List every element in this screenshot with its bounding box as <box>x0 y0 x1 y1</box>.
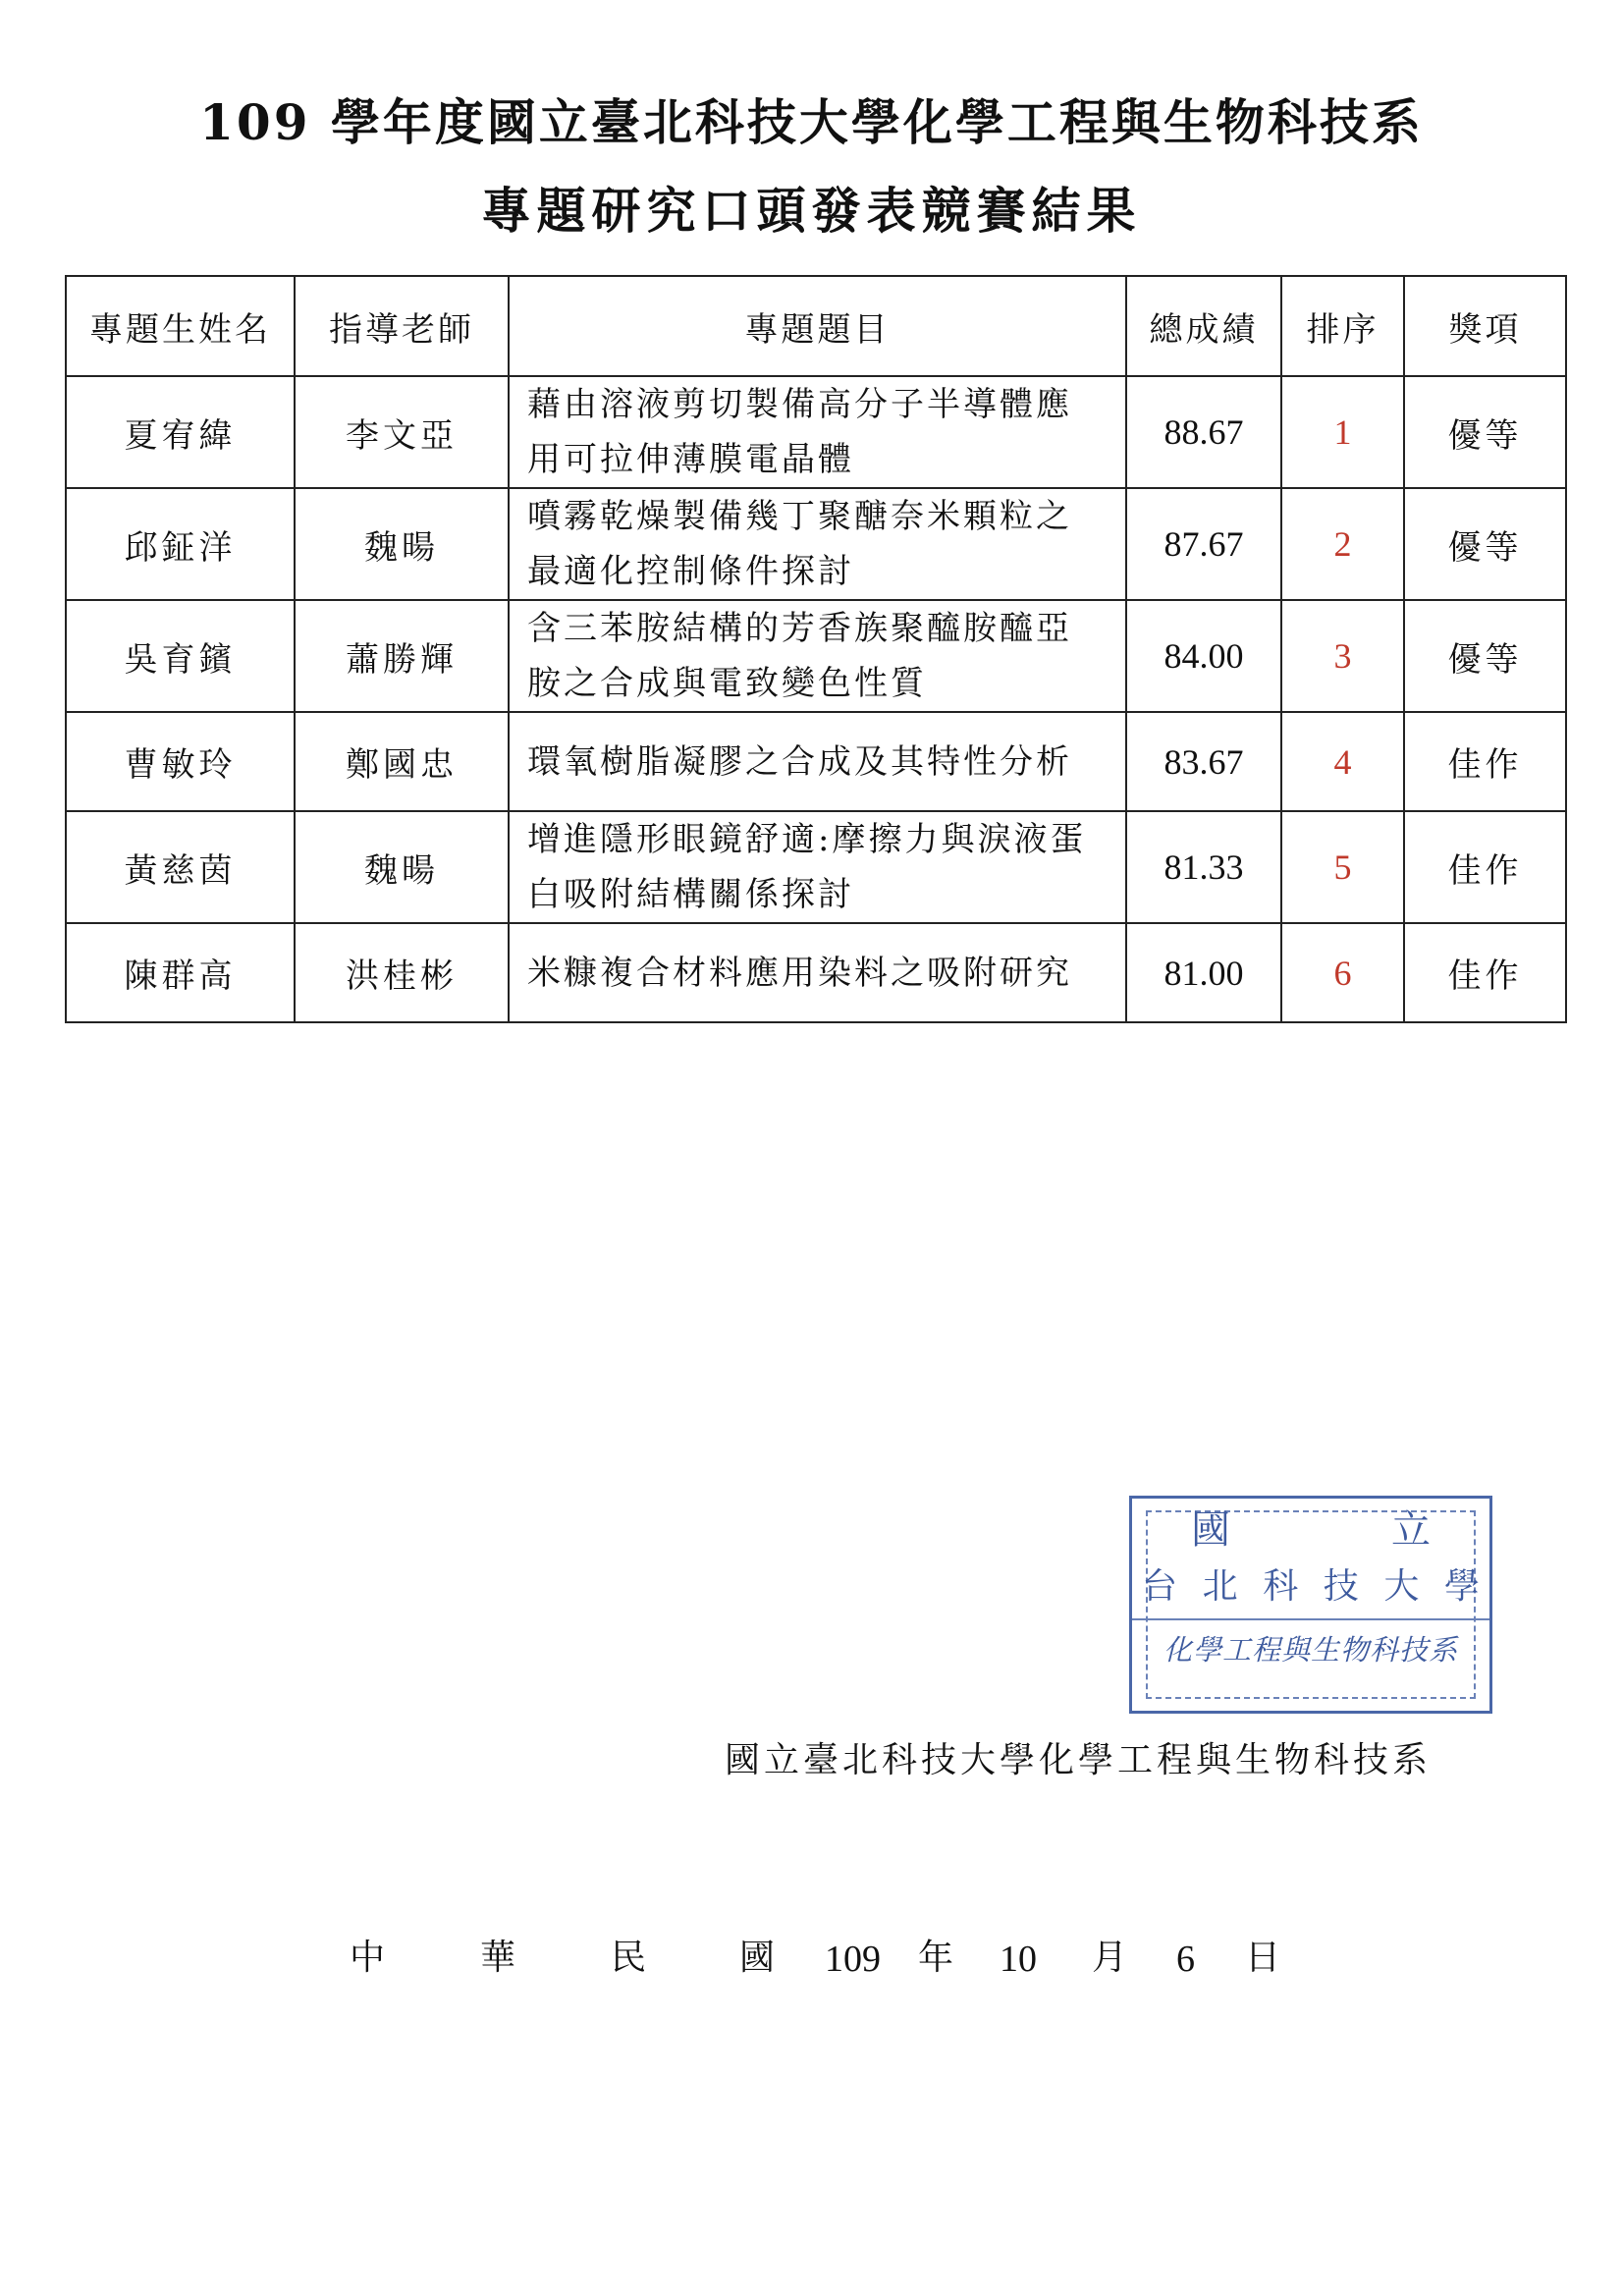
award: 優等 <box>1404 488 1566 600</box>
total-score: 84.00 <box>1126 600 1281 712</box>
table-row <box>66 488 1566 600</box>
date-day-unit: 日 <box>1245 1938 1281 1978</box>
award: 優等 <box>1404 600 1566 712</box>
rank: 6 <box>1281 923 1404 1022</box>
header-topic: 專題題目 <box>509 276 1126 376</box>
seal-char: 立 <box>1391 1507 1431 1553</box>
student-name: 曹敏玲 <box>66 712 295 811</box>
student-name: 夏宥緯 <box>66 376 295 488</box>
table-row <box>66 811 1566 923</box>
table-row <box>66 376 1566 488</box>
topic-line: 用可拉伸薄膜電晶體 <box>527 440 854 479</box>
topic-line: 胺之合成與電致變色性質 <box>527 664 927 703</box>
date-char: 華 <box>480 1938 516 1978</box>
rank: 4 <box>1281 712 1404 811</box>
total-score: 81.00 <box>1126 923 1281 1022</box>
date-year-unit: 年 <box>918 1938 954 1978</box>
date-month: 10 <box>1000 1939 1037 1980</box>
table-row <box>66 923 1566 1022</box>
rank: 5 <box>1281 811 1404 923</box>
topic-title <box>509 923 1126 1022</box>
header-award: 獎項 <box>1404 276 1566 376</box>
topic-line: 最適化控制條件探討 <box>527 552 854 591</box>
table-row <box>66 600 1566 712</box>
award: 優等 <box>1404 376 1566 488</box>
results-table <box>65 275 1567 1023</box>
seal-char: 北 <box>1202 1566 1238 1607</box>
seal-row-2 <box>1142 1566 1480 1607</box>
date-year: 109 <box>825 1939 881 1980</box>
topic-line: 米糠複合材料應用染料之吸附研究 <box>527 953 1072 993</box>
student-name: 黃慈茵 <box>66 811 295 923</box>
total-score: 88.67 <box>1126 376 1281 488</box>
topic-line: 增進隱形眼鏡舒適:摩擦力與淚液蛋 <box>527 820 1087 859</box>
topic-title <box>509 488 1126 600</box>
topic-title <box>509 811 1126 923</box>
student-name: 吳育鑌 <box>66 600 295 712</box>
seal-char: 台 <box>1142 1566 1178 1607</box>
date-day: 6 <box>1176 1939 1195 1980</box>
page-title-line2: 專題研究口頭發表競賽結果 <box>481 182 1142 240</box>
total-score: 81.33 <box>1126 811 1281 923</box>
header-rank: 排序 <box>1281 276 1404 376</box>
header-score: 總成績 <box>1126 276 1281 376</box>
award: 佳作 <box>1404 811 1566 923</box>
topic-line: 環氧樹脂凝膠之合成及其特性分析 <box>527 741 1072 782</box>
award: 佳作 <box>1404 923 1566 1022</box>
topic-line: 藉由溶液剪切製備高分子半導體應 <box>527 385 1072 424</box>
rank: 1 <box>1281 376 1404 488</box>
advisor-name: 洪桂彬 <box>295 923 509 1022</box>
student-name: 邱鉦洋 <box>66 488 295 600</box>
date-char: 中 <box>350 1938 386 1978</box>
seal-row-1 <box>1191 1507 1431 1553</box>
total-score: 87.67 <box>1126 488 1281 600</box>
seal-char: 大 <box>1383 1566 1420 1607</box>
student-name: 陳群高 <box>66 923 295 1022</box>
page-title-line1: 109 學年度國立臺北科技大學化學工程與生物科技系 <box>199 93 1424 151</box>
seal-char: 科 <box>1263 1566 1299 1607</box>
topic-line: 含三苯胺結構的芳香族聚醯胺醯亞 <box>527 609 1072 648</box>
topic-line: 白吸附結構關係探討 <box>527 875 854 914</box>
rank: 2 <box>1281 488 1404 600</box>
date-char: 民 <box>611 1938 647 1978</box>
seal-char: 學 <box>1443 1566 1480 1607</box>
total-score: 83.67 <box>1126 712 1281 811</box>
date-month-unit: 月 <box>1092 1938 1128 1978</box>
seal-row-3: 化學工程與生物科技系 <box>1163 1633 1458 1667</box>
advisor-name: 鄭國忠 <box>295 712 509 811</box>
date-char: 國 <box>739 1938 776 1978</box>
seal-divider <box>1132 1618 1489 1620</box>
rank: 3 <box>1281 600 1404 712</box>
advisor-name: 李文亞 <box>295 376 509 488</box>
advisor-name: 魏暘 <box>295 811 509 923</box>
topic-title <box>509 712 1126 811</box>
topic-line: 噴霧乾燥製備幾丁聚醣奈米顆粒之 <box>527 497 1072 536</box>
department-signature: 國立臺北科技大學化學工程與生物科技系 <box>725 1740 1433 1780</box>
header-advisor: 指導老師 <box>295 276 509 376</box>
header-student: 專題生姓名 <box>66 276 295 376</box>
table-header-row <box>66 276 1566 376</box>
seal-char: 技 <box>1323 1566 1359 1607</box>
department-seal-stamp <box>1129 1496 1492 1714</box>
topic-title <box>509 600 1126 712</box>
table-row <box>66 712 1566 811</box>
advisor-name: 魏暘 <box>295 488 509 600</box>
award: 佳作 <box>1404 712 1566 811</box>
advisor-name: 蕭勝輝 <box>295 600 509 712</box>
seal-char: 國 <box>1191 1507 1230 1553</box>
topic-title <box>509 376 1126 488</box>
